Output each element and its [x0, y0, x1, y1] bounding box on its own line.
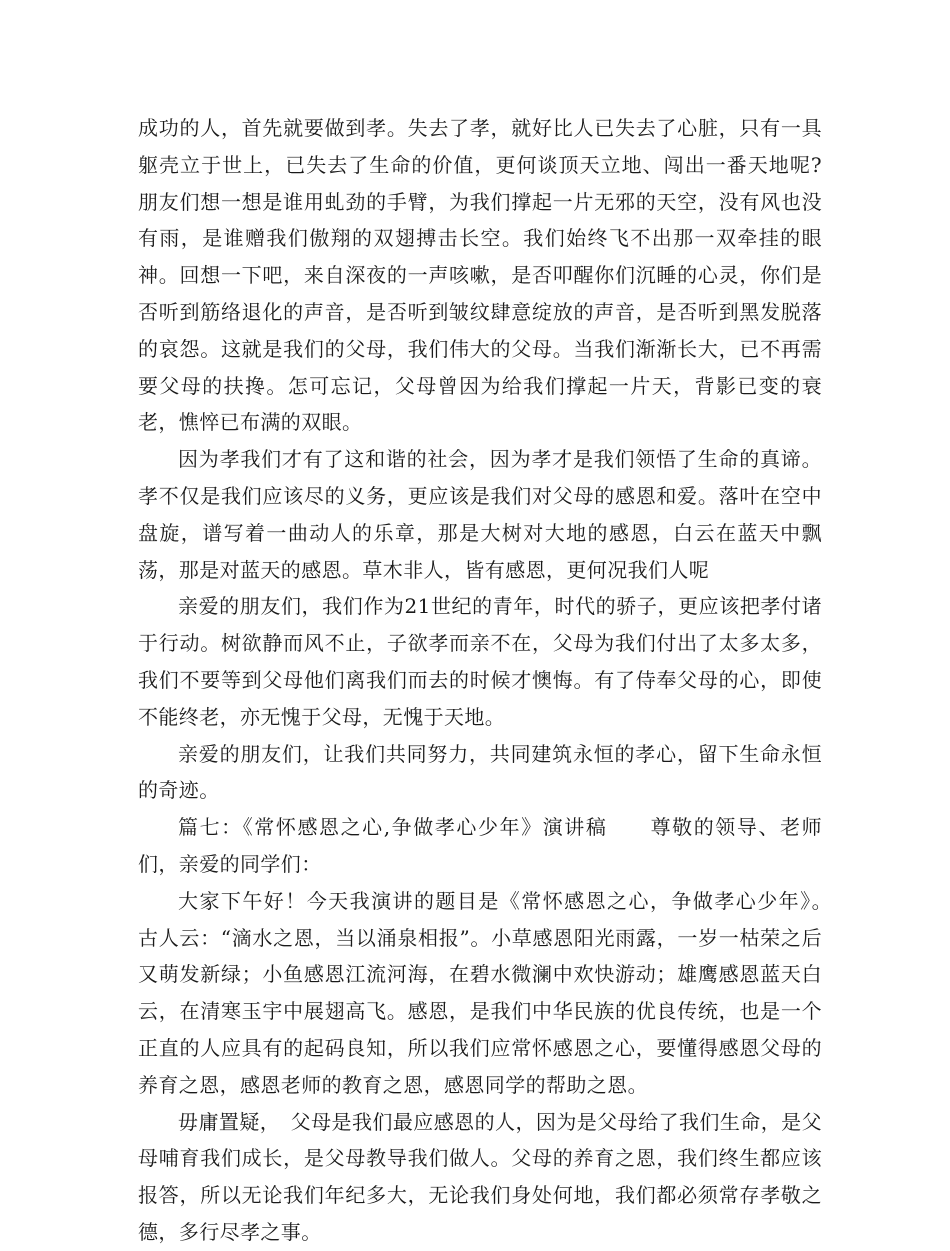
- paragraph-3: 亲爱的朋友们，我们作为21世纪的青年，时代的骄子，更应该把孝付诸于行动。树欲静而风不止，子欲孝而亲不在，父母为我们付出了太多太多，我们不要等到父母他们离我们而去的时候才懊悔。有了侍奉父母的心，即使不能终老，亦无愧于父母，无愧于天地。: [138, 594, 822, 729]
- paragraph-7: 毋庸置疑， 父母是我们最应感恩的人，因为是父母给了我们生命，是父母哺育我们成长，是父母教导我们做人。父母的养育之恩，我们终生都应该报答，所以无论我们年纪多大，无论我们身处何地，我们都必须常存孝敬之德，多行尽孝之事。: [138, 1109, 822, 1244]
- paragraph-1: 成功的人，首先就要做到孝。失去了孝，就好比人已失去了心脏，只有一具躯壳立于世上，已失去了生命的价值，更何谈顶天立地、闯出一番天地呢?朋友们想一想是谁用虬劲的手臂，为我们撑起一片无邪的天空，没有风也没有雨，是谁赠我们傲翔的双翅搏击长空。我们始终飞不出那一双牵挂的眼神。回想一下吧，来自深夜的一声咳嗽，是否叩醒你们沉睡的心灵，你们是否听到筋络退化的声音，是否听到皱纹肆意绽放的声音，是否听到黑发脱落的哀怨。这就是我们的父母，我们伟大的父母。当我们渐渐长大，已不再需要父母的扶搀。怎可忘记，父母曾因为给我们撑起一片天，背影已变的衰老，憔悴已布满的双眼。: [138, 116, 822, 435]
- paragraph-6: 大家下午好！今天我演讲的题目是《常怀感恩之心，争做孝心少年》。 古人云：“滴水之恩，当以涌泉相报”。小草感恩阳光雨露，一岁一枯荣之后又萌发新绿；小鱼感恩江流河海，在碧水微澜中欢快游动；雄鹰感恩蓝天白云，在清寒玉宇中展翅高飞。感恩，是我们中华民族的优良传统，也是一个正直的人应具有的起码良知，所以我们应常怀感恩之心，要懂得感恩父母的养育之恩，感恩老师的教育之恩，感恩同学的帮助之恩。: [138, 888, 843, 1097]
- paragraph-5-section-heading: 篇七：《常怀感恩之心,争做孝心少年》演讲稿 尊敬的领导、老师们，亲爱的同学们：: [138, 815, 822, 876]
- paragraph-4: 亲爱的朋友们，让我们共同努力，共同建筑永恒的孝心，留下生命永恒的奇迹。: [138, 741, 822, 803]
- paragraph-2: 因为孝我们才有了这和谐的社会，因为孝才是我们领悟了生命的真谛。孝不仅是我们应该尽的义务，更应该是我们对父母的感恩和爱。落叶在空中盘旋，谱写着一曲动人的乐章，那是大树对大地的感恩，白云在蓝天中飘荡，那是对蓝天的感恩。草木非人，皆有感恩，更何况我们人呢: [138, 447, 822, 582]
- document-body: [138, 110, 843, 1251]
